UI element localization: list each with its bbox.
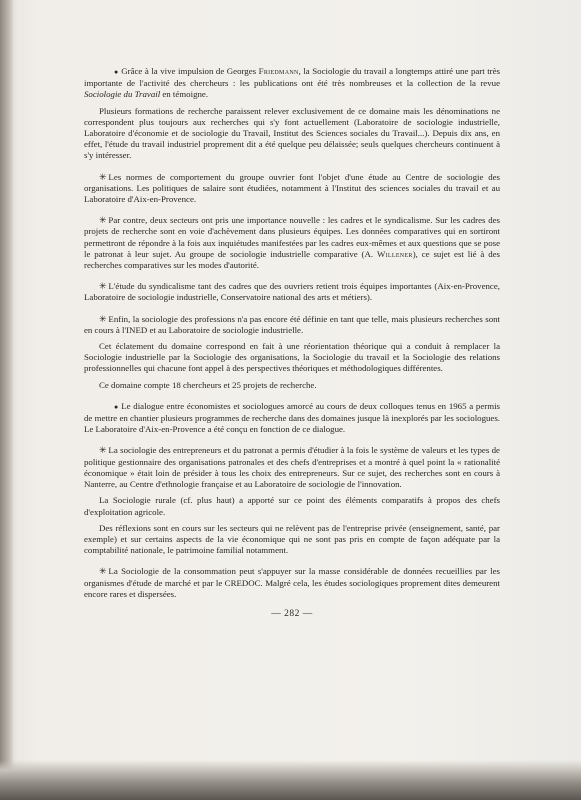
asterisk-icon: ✳ <box>99 215 107 226</box>
paragraph-entrepreneurs: ✳ La sociologie des entrepreneurs et du patronat a permis d'étudier à la fois le système de valeurs et les types de politique gestionnaire des organisations patronales et des chefs d'entreprises et a montré à quel point la « rationalité économique » était loin de présider à tous les choix des entrepreneurs. Sur ce sujet, des recherches sont en cours à Nanterre, au Centre d'ethnologie française et au Laboratoire de sociologie de l'innovation. <box>84 445 500 490</box>
paragraph-professions: ✳ Enfin, la sociologie des professions n'a pas encore été définie en tant que telle, mais plusieurs recherches sont en cours à l'INED et au Laboratoire de sociologie industrielle. <box>84 313 500 335</box>
paragraph-consommation: ✳ La Sociologie de la consommation peut s'appuyer sur la masse considérable de données recueillies par les organismes d'étude de marché et par le CREDOC. Malgré cela, les études sociologiques proprement dites demeurent encore rares et dispersées. <box>84 566 500 599</box>
page-bottom-edge <box>0 760 581 800</box>
paragraph-reflexions: Des réflexions sont en cours sur les secteurs qui ne relèvent pas de l'entreprise privée (enseignement, santé, par exemple) et sur certains aspects de la vie économique qui ne sont pas pris en compte de façon adéquate par la comptabilité nationale, le patrimoine familial notamment. <box>84 522 500 556</box>
asterisk-icon: ✳ <box>99 281 107 292</box>
paragraph-formations: Plusieurs formations de recherche paraissent relever exclusivement de ce domaine mais les dénominations ne correspondent plus toujours aux recherches qui s'y font actuellement (Laboratoire de sociologie industrielle, Laboratoire d'économie et de sociologie du Travail, Institut des Sciences sociales du Travail...). Depuis dix ans, en effet, l'étude du travail industriel proprement dit a été quelque peu délaissée; seuls quelques chercheurs continuent à s'y intéresser. <box>84 105 500 161</box>
paragraph-eclatement: Cet éclatement du domaine correspond en fait à une réorientation théorique qui a conduit à remplacer la Sociologie industrielle par la Sociologie des organisations, la Sociologie du travail et la Sociologie des relations professionnelles qui chacune font appel à des perspectives théoriques et méthodologiques différentes. <box>84 341 500 374</box>
binding-gutter <box>0 0 14 800</box>
paragraph-count: Ce domaine compte 18 chercheurs et 25 projets de recherche. <box>99 379 317 390</box>
document-page <box>84 66 500 625</box>
paragraph-cadres: ✳ Par contre, deux secteurs ont pris une importance nouvelle : les cadres et le syndicalisme. Sur les cadres des projets de recherche sont en voie d'achèvement dans plusieurs équipes. Les données comparatives qui en sortiront permettront de répondre à la fois aux inquiétudes manifestées par les cadres eux-mêmes et aux questions que se pose le patronat à leur sujet. Au groupe de sociologie industrielle comparative (A. Willener), ce sujet est lié à des recherches comparatives sur les modes d'autorité. <box>84 215 501 271</box>
journal-title: Sociologie du Travail <box>84 89 161 100</box>
author-name: Willener <box>376 248 413 259</box>
bullet-icon: ● <box>114 402 119 411</box>
page-number: — 282 — <box>271 608 313 619</box>
asterisk-icon: ✳ <box>99 445 107 456</box>
bullet-icon: ● <box>114 68 119 76</box>
asterisk-icon: ✳ <box>99 171 107 182</box>
paragraph-dialogue: ● Le dialogue entre économistes et sociologues amorcé au cours de deux colloques tenus en 1965 a permis de mettre en chantier plusieurs programmes de recherche dans des domaines jusque là inexplorés par les sociologues. Le Laboratoire d'Aix-en-Provence a été conçu en fonction de ce dialogue. <box>84 400 500 435</box>
asterisk-icon: ✳ <box>99 313 107 324</box>
asterisk-icon: ✳ <box>99 566 107 577</box>
paragraph-normes: ✳ Les normes de comportement du groupe ouvrier font l'objet d'une étude au Centre de sociologie des organisations. Les politiques de salaire sont étudiées, notamment à l'Institut des sciences sociales du travail et au Laboratoire d'Aix-en-Provence. <box>84 171 500 205</box>
author-name: Friedmann <box>258 66 299 76</box>
paragraph-rurale: La Sociologie rurale (cf. plus haut) a apporté sur ce point des éléments comparatifs à propos des chefs d'exploitation agricole. <box>84 495 500 517</box>
paragraph-syndicalisme: ✳ L'étude du syndicalisme tant des cadres que des ouvriers retient trois équipes importantes (Aix-en-Provence, Laboratoire de sociologie industrielle, Conservatoire national des arts et métiers). <box>84 281 500 303</box>
paragraph-friedmann: ● Grâce à la vive impulsion de Georges Friedmann, la Sociologie du travail a longtemps attiré une part très importante de l'activité des chercheurs : les publications ont été très nombreuses et la collection de la revue Sociologie du Travail en témoigne. <box>84 66 500 100</box>
